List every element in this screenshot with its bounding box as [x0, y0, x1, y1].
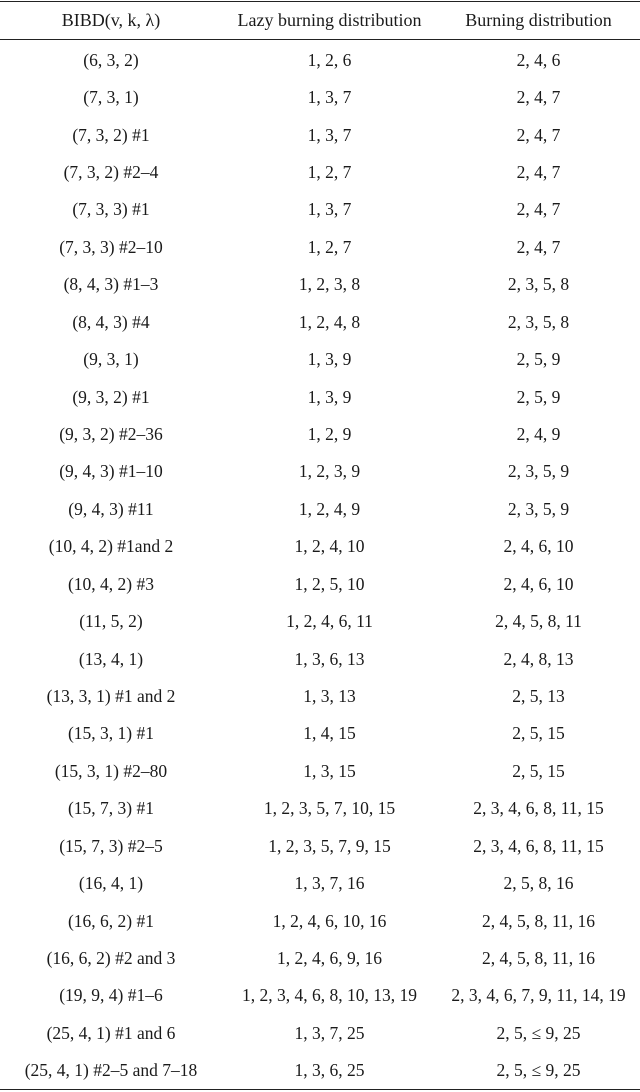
table-row: [0, 977, 640, 1014]
cell-burning: 2, 5, 9: [516, 386, 561, 407]
cell-lazy-burning: 1, 2, 3, 5, 7, 10, 15: [263, 798, 396, 819]
cell-bibd: (10, 4, 2) #3: [67, 573, 155, 594]
header-bibd: BIBD(v, k, λ): [61, 10, 161, 30]
cell-lazy-burning: 1, 3, 7: [307, 199, 352, 220]
cell-bibd: (16, 6, 2) #2 and 3: [46, 948, 176, 968]
cell-lazy-burning: 1, 2, 4, 9: [298, 498, 361, 519]
cell-lazy-burning: 1, 2, 4, 8: [298, 311, 361, 332]
table-row: [0, 341, 640, 378]
table-row: [0, 902, 640, 939]
cell-lazy-burning: 1, 2, 4, 10: [294, 536, 365, 557]
cell-bibd: (16, 6, 2) #1: [67, 910, 155, 931]
table-row: [0, 1015, 640, 1052]
cell-bibd: (15, 3, 1) #1: [67, 723, 155, 744]
table-row: [0, 715, 640, 752]
cell-burning: 2, 4, 5, 8, 11: [495, 611, 582, 632]
table-row: [0, 304, 640, 341]
cell-bibd: (7, 3, 1): [83, 87, 139, 108]
cell-burning: 2, 4, 6: [516, 49, 561, 70]
cell-bibd: (16, 4, 1): [78, 873, 144, 894]
cell-burning: 2, 4, 5, 8, 11, 16: [481, 948, 596, 968]
cell-burning: 2, 4, 7: [516, 236, 561, 257]
cell-bibd: (13, 4, 1): [78, 648, 144, 669]
cell-lazy-burning: 1, 3, 9: [307, 386, 352, 407]
table-row: [0, 753, 640, 790]
cell-lazy-burning: 1, 2, 7: [307, 161, 352, 182]
cell-bibd: (9, 3, 1): [83, 349, 139, 370]
cell-burning: 2, 4, 9: [516, 423, 561, 444]
cell-lazy-burning: 1, 3, 7, 16: [294, 873, 365, 894]
cell-lazy-burning: 1, 3, 7: [307, 124, 352, 145]
table-row: [0, 678, 640, 715]
cell-lazy-burning: 1, 2, 3, 8: [298, 274, 361, 295]
cell-lazy-burning: 1, 3, 9: [307, 349, 352, 370]
cell-lazy-burning: 1, 2, 9: [307, 423, 352, 444]
cell-lazy-burning: 1, 3, 13: [303, 685, 356, 706]
cell-lazy-burning: 1, 2, 4, 6, 10, 16: [272, 910, 387, 931]
cell-bibd: (8, 4, 3) #4: [72, 311, 150, 332]
table-row: [0, 79, 640, 116]
cell-burning: 2, 5, 9: [516, 349, 561, 370]
cell-bibd: (8, 4, 3) #1–3: [63, 274, 159, 295]
cell-bibd: (15, 7, 3) #2–5: [59, 835, 163, 856]
cell-bibd: (13, 3, 1) #1 and 2: [46, 685, 176, 706]
cell-lazy-burning: 1, 3, 6, 13: [294, 648, 365, 669]
cell-lazy-burning: 1, 2, 3, 9: [298, 461, 361, 482]
cell-burning: 2, 5, 8, 16: [503, 873, 574, 894]
table-row: [0, 154, 640, 191]
cell-burning: 2, 3, 5, 9: [507, 498, 570, 519]
cell-burning: 2, 3, 5, 8: [507, 311, 570, 332]
table-row: [0, 640, 640, 677]
table-row: [0, 940, 640, 977]
cell-bibd: (15, 7, 3) #1: [67, 798, 155, 819]
table-row: [0, 566, 640, 603]
table-row: [0, 266, 640, 303]
table-row: [0, 491, 640, 528]
cell-bibd: (7, 3, 2) #2–4: [63, 161, 159, 182]
cell-lazy-burning: 1, 2, 6: [307, 49, 352, 70]
cell-bibd: (19, 9, 4) #1–6: [59, 985, 163, 1006]
cell-burning: 2, 4, 6, 10: [503, 536, 574, 557]
cell-burning: 2, 4, 5, 8, 11, 16: [481, 910, 596, 931]
header-row: [0, 2, 640, 39]
cell-burning: 2, 4, 6, 10: [503, 573, 574, 594]
table-row: [0, 790, 640, 827]
cell-lazy-burning: 1, 2, 5, 10: [294, 573, 365, 594]
table-row: [0, 191, 640, 228]
cell-bibd: (9, 3, 2) #2–36: [59, 423, 163, 444]
cell-bibd: (10, 4, 2) #1and 2: [48, 536, 174, 557]
table-row: [0, 378, 640, 415]
table-row: [0, 603, 640, 640]
cell-bibd: (15, 3, 1) #2–80: [54, 760, 168, 781]
cell-bibd: (11, 5, 2): [79, 611, 143, 632]
cell-bibd: (7, 3, 3) #2–10: [59, 236, 163, 257]
table-row: [0, 528, 640, 565]
header-lazy-burning: Lazy burning distribution: [237, 10, 422, 30]
cell-bibd: (7, 3, 3) #1: [72, 199, 150, 220]
cell-lazy-burning: 1, 3, 7, 25: [294, 1022, 365, 1043]
header-rule: [0, 39, 640, 40]
cell-bibd: (25, 4, 1) #1 and 6: [46, 1022, 176, 1043]
cell-bibd: (9, 4, 3) #1–10: [59, 461, 163, 482]
cell-lazy-burning: 1, 2, 4, 6, 11: [286, 611, 373, 632]
cell-burning: 2, 3, 4, 6, 8, 11, 15: [473, 835, 604, 856]
table-row: [0, 828, 640, 865]
cell-burning: 2, 3, 4, 6, 8, 11, 15: [473, 798, 604, 819]
table-row: [0, 1052, 640, 1089]
table-row: [0, 116, 640, 153]
table-row: [0, 42, 640, 79]
cell-lazy-burning: 1, 2, 3, 5, 7, 9, 15: [268, 835, 391, 856]
cell-burning: 2, 5, 15: [512, 760, 565, 781]
cell-burning: 2, 4, 8, 13: [503, 648, 574, 669]
cell-bibd: (9, 3, 2) #1: [72, 386, 150, 407]
cell-lazy-burning: 1, 2, 7: [307, 236, 352, 257]
cell-bibd: (6, 3, 2): [83, 49, 139, 70]
table-row: [0, 229, 640, 266]
bottom-rule: [0, 1089, 640, 1090]
table-row: [0, 416, 640, 453]
table-row: [0, 453, 640, 490]
cell-burning: 2, 5, ≤ 9, 25: [496, 1060, 581, 1081]
cell-lazy-burning: 1, 3, 15: [303, 760, 356, 781]
cell-burning: 2, 4, 7: [516, 161, 561, 182]
cell-bibd: (9, 4, 3) #11: [68, 498, 154, 519]
cell-burning: 2, 3, 5, 8: [507, 274, 570, 295]
cell-burning: 2, 5, 15: [512, 723, 565, 744]
cell-lazy-burning: 1, 3, 7: [307, 87, 352, 108]
cell-burning: 2, 3, 5, 9: [507, 461, 570, 482]
cell-lazy-burning: 1, 2, 4, 6, 9, 16: [277, 948, 382, 968]
cell-burning: 2, 5, ≤ 9, 25: [496, 1022, 581, 1043]
cell-lazy-burning: 1, 4, 15: [303, 723, 356, 744]
cell-burning: 2, 4, 7: [516, 87, 561, 108]
table-row: [0, 865, 640, 902]
cell-burning: 2, 4, 7: [516, 199, 561, 220]
cell-lazy-burning: 1, 2, 3, 4, 6, 8, 10, 13, 19: [242, 985, 417, 1006]
cell-burning: 2, 5, 13: [512, 685, 565, 706]
cell-lazy-burning: 1, 3, 6, 25: [294, 1060, 365, 1081]
cell-bibd: (7, 3, 2) #1: [72, 124, 150, 145]
header-burning: Burning distribution: [465, 10, 612, 30]
cell-bibd: (25, 4, 1) #2–5 and 7–18: [24, 1060, 198, 1081]
cell-burning: 2, 3, 4, 6, 7, 9, 11, 14, 19: [451, 985, 626, 1006]
cell-burning: 2, 4, 7: [516, 124, 561, 145]
